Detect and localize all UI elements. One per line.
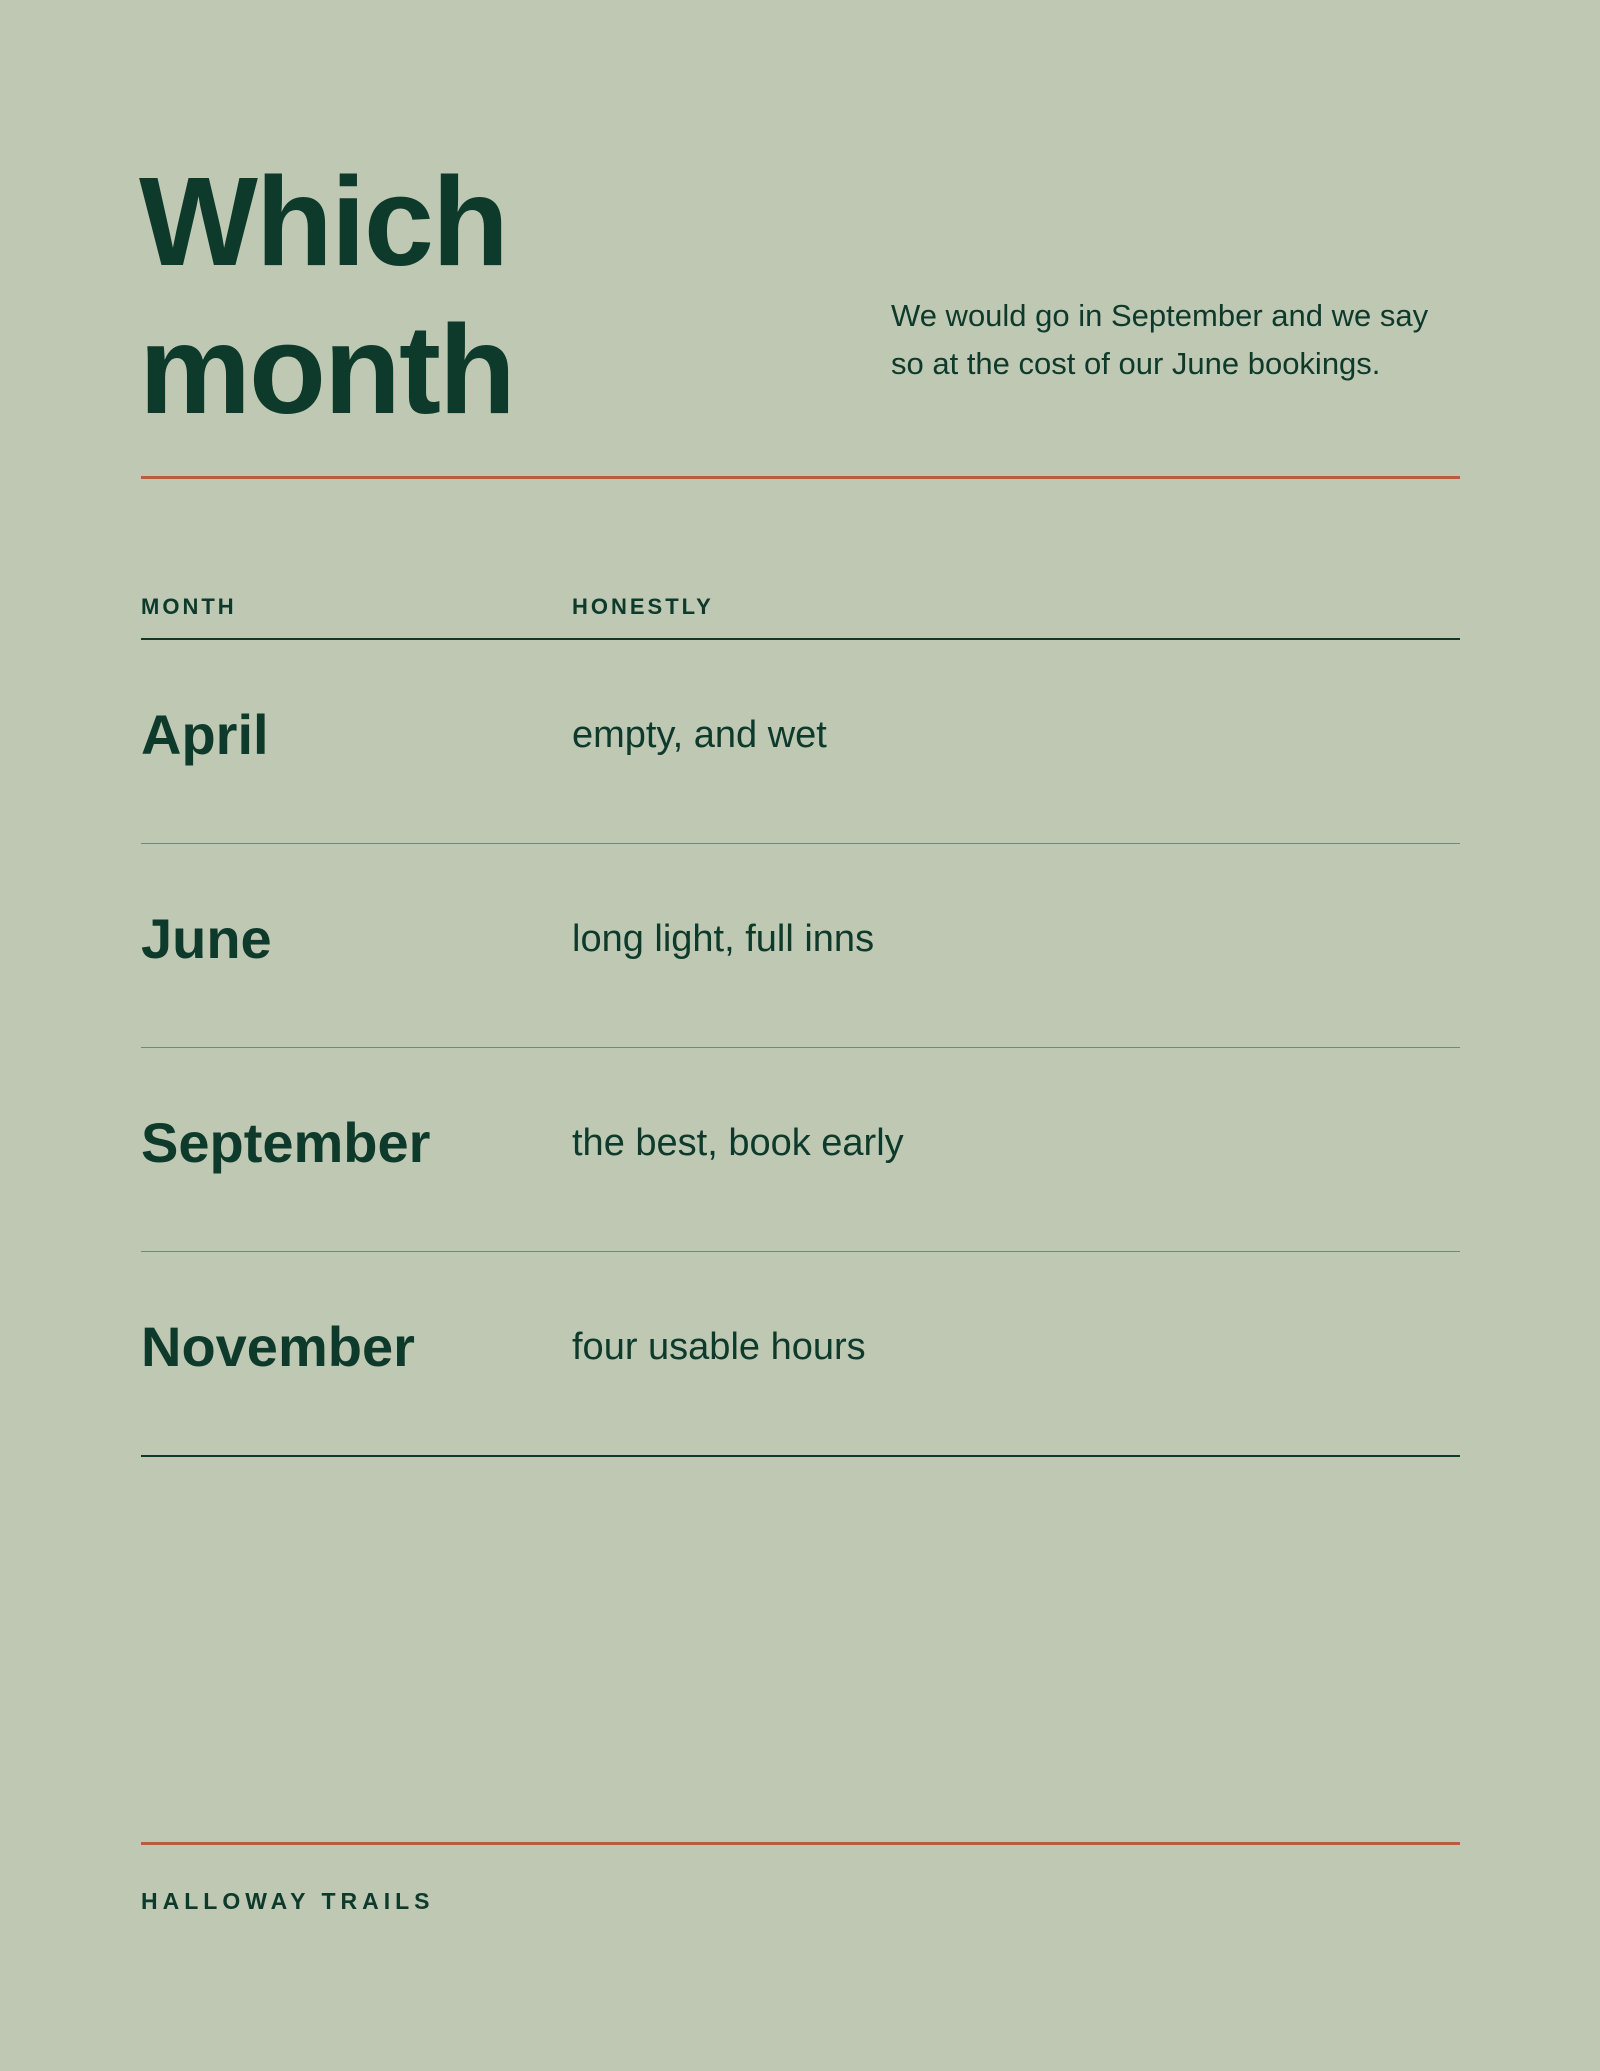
page bbox=[141, 0, 1460, 2071]
column-header-honestly: HONESTLY bbox=[572, 594, 714, 619]
page-title: Which month bbox=[139, 151, 514, 440]
table-row bbox=[141, 1048, 1460, 1252]
note-cell: four usable hours bbox=[572, 1326, 866, 1368]
table-header bbox=[141, 590, 1460, 640]
month-cell: September bbox=[141, 1111, 431, 1174]
month-cell: April bbox=[141, 703, 269, 766]
accent-divider-top bbox=[141, 476, 1460, 479]
month-table bbox=[141, 590, 1460, 1457]
note-cell: empty, and wet bbox=[572, 714, 827, 756]
note-cell: the best, book early bbox=[572, 1122, 904, 1164]
footer-brand: HALLOWAY TRAILS bbox=[141, 1888, 435, 1914]
table-row bbox=[141, 844, 1460, 1048]
month-cell: June bbox=[141, 907, 272, 970]
month-cell: November bbox=[141, 1315, 415, 1378]
accent-divider-bottom bbox=[141, 1842, 1460, 1845]
note-cell: long light, full inns bbox=[572, 918, 875, 960]
intro-paragraph: We would go in September and we say so at the cost of our June bookings. bbox=[891, 298, 1429, 381]
table-row bbox=[141, 1252, 1460, 1457]
table-row bbox=[141, 640, 1460, 844]
column-header-month: MONTH bbox=[141, 594, 237, 619]
